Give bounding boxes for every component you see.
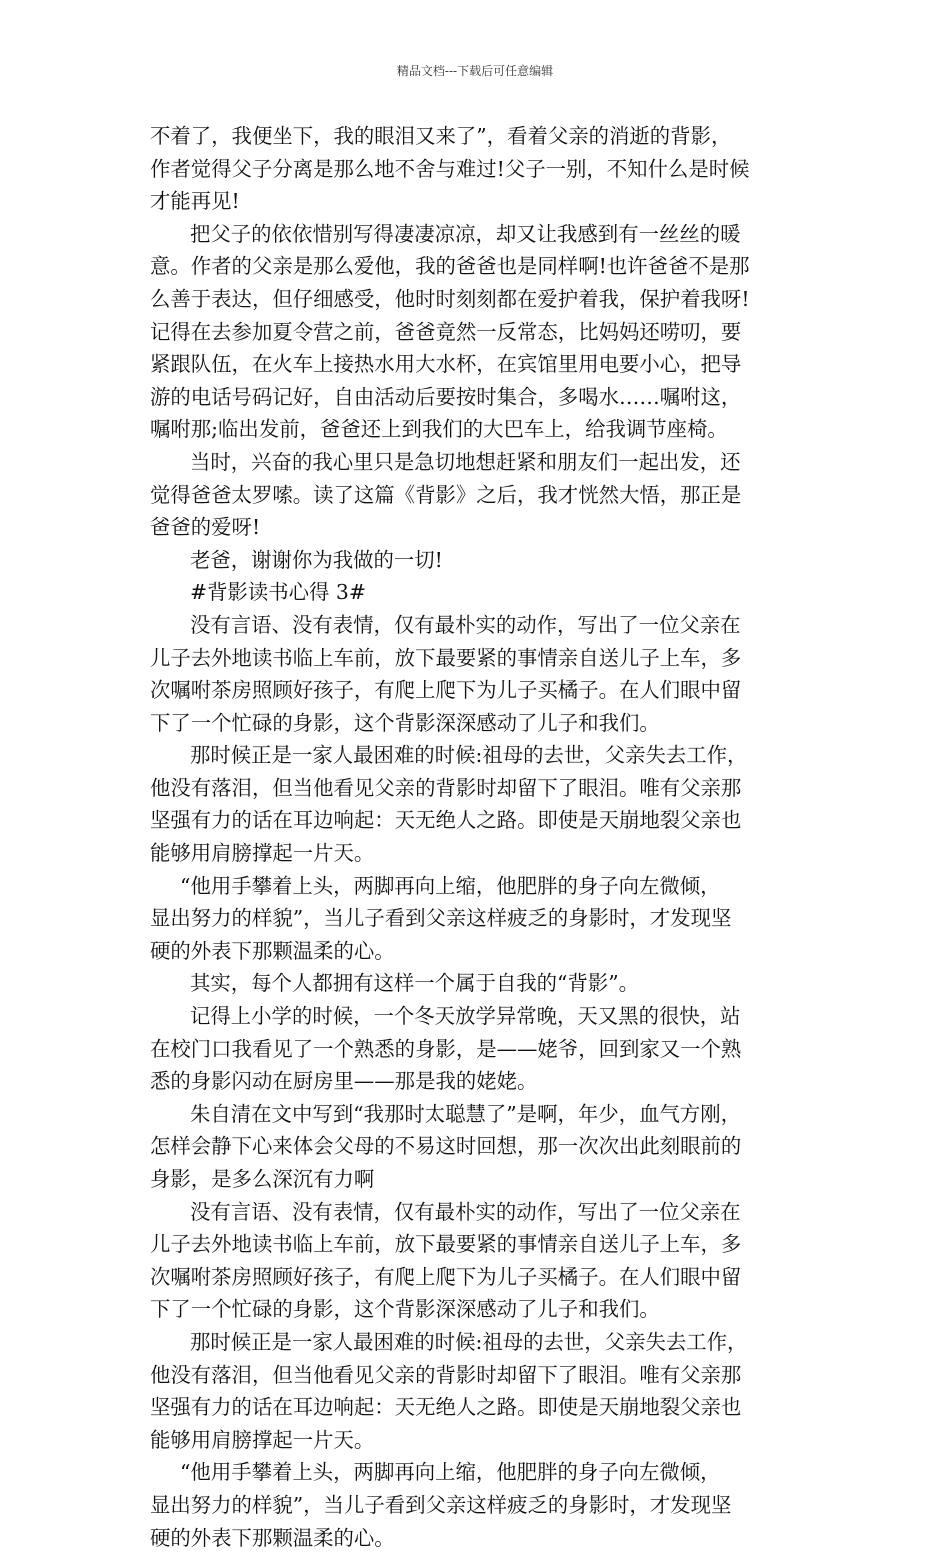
text-line: 显出努力的样貌”，当儿子看到父亲这样疲乏的身影时，才发现坚 [150, 906, 732, 931]
document-body [150, 120, 810, 1554]
text-line: 不着了，我便坐下，我的眼泪又来了”，看着父亲的消逝的背影， [150, 124, 732, 148]
text-line: 记得在去参加夏令营之前，爸爸竟然一反常态，比妈妈还唠叨，要 [150, 319, 742, 344]
text-line: 他没有落泪，但当他看见父亲的背影时却留下了眼泪。唯有父亲那 [150, 1362, 742, 1387]
text-line: 那时候正是一家人最困难的时候:祖母的去世，父亲失去工作， [190, 743, 748, 768]
text-line: 作者觉得父子分离是那么地不舍与难过!父子一别，不知什么是时候 [150, 156, 750, 181]
text-line: 下了一个忙碌的身影，这个背影深深感动了儿子和我们。 [150, 710, 660, 735]
text-line: 悉的身影闪动在厨房里——那是我的姥姥。 [150, 1069, 538, 1094]
text-line: 怎样会静下心来体会父母的不易这时回想，那一次次出此刻眼前的 [150, 1134, 742, 1159]
text-line: 觉得爸爸太罗嗦。读了这篇《背影》之后，我才恍然大悟，那正是 [150, 482, 742, 507]
text-line: 没有言语、没有表情，仅有最朴实的动作，写出了一位父亲在 [190, 612, 741, 637]
text-line: #背影读书心得 3# [190, 580, 366, 605]
text-line: 朱自清在文中写到“我那时太聪慧了”是啊，年少，血气方刚， [190, 1101, 742, 1126]
text-line: “他用手攀着上头，两脚再向上缩，他肥胖的身子向左微倾， [180, 873, 721, 898]
text-line: 儿子去外地读书临上车前，放下最要紧的事情亲自送儿子上车，多 [150, 1232, 742, 1257]
text-line: 能够用肩膀撑起一片天。 [150, 1427, 375, 1452]
text-line: 游的电话号码记好，自由活动后要按时集合，多喝水……嘱咐这， [150, 384, 742, 409]
text-line: 坚强有力的话在耳边响起：天无绝人之路。即使是天崩地裂父亲也 [150, 1395, 742, 1420]
text-line: “他用手攀着上头，两脚再向上缩，他肥胖的身子向左微倾， [180, 1460, 721, 1485]
text-line: 记得上小学的时候，一个冬天放学异常晚，天又黑的很快，站 [190, 1004, 741, 1029]
text-line: 没有言语、没有表情，仅有最朴实的动作，写出了一位父亲在 [190, 1199, 741, 1224]
text-line: 次嘱咐茶房照顾好孩子，有爬上爬下为儿子买橘子。在人们眼中留 [150, 678, 742, 703]
text-line: 老爸，谢谢你为我做的一切! [190, 547, 443, 572]
text-line: 意。作者的父亲是那么爱他，我的爸爸也是同样啊!也许爸爸不是那 [150, 254, 750, 279]
text-line: 那时候正是一家人最困难的时候:祖母的去世，父亲失去工作， [190, 1329, 748, 1354]
page-header: 精品文档---下载后可任意编辑 [396, 64, 554, 78]
text-line: 当时，兴奋的我心里只是急切地想赶紧和朋友们一起出发，还 [190, 449, 741, 474]
text-line: 么善于表达，但仔细感受，他时时刻刻都在爱护着我，保护着我呀! [150, 286, 750, 311]
text-line: 坚强有力的话在耳边响起：天无绝人之路。即使是天崩地裂父亲也 [150, 808, 742, 833]
text-line: 显出努力的样貌”，当儿子看到父亲这样疲乏的身影时，才发现坚 [150, 1492, 732, 1517]
text-line: 才能再见! [150, 189, 240, 214]
text-line: 紧跟队伍，在火车上接热水用大水杯，在宾馆里用电要小心，把导 [150, 352, 742, 377]
text-line: 其实，每个人都拥有这样一个属于自我的“背影”。 [190, 971, 640, 996]
text-line: 儿子去外地读书临上车前，放下最要紧的事情亲自送儿子上车，多 [150, 645, 742, 670]
text-line: 下了一个忙碌的身影，这个背影深深感动了儿子和我们。 [150, 1297, 660, 1322]
text-line: 次嘱咐茶房照顾好孩子，有爬上爬下为儿子买橘子。在人们眼中留 [150, 1264, 742, 1289]
text-line: 在校门口我看见了一个熟悉的身影，是——姥爷，回到家又一个熟 [150, 1036, 742, 1061]
text-line: 嘱咐那;临出发前，爸爸还上到我们的大巴车上，给我调节座椅。 [150, 417, 728, 442]
text-line: 硬的外表下那颗温柔的心。 [150, 1525, 395, 1550]
text-line: 硬的外表下那颗温柔的心。 [150, 938, 395, 963]
text-line: 能够用肩膀撑起一片天。 [150, 841, 375, 866]
text-line: 他没有落泪，但当他看见父亲的背影时却留下了眼泪。唯有父亲那 [150, 775, 742, 800]
text-line: 把父子的依依惜别写得凄凄凉凉，却又让我感到有一丝丝的暖 [190, 221, 741, 246]
text-line: 身影，是多么深沉有力啊 [150, 1167, 375, 1191]
text-line: 爸爸的爱呀! [150, 515, 261, 540]
